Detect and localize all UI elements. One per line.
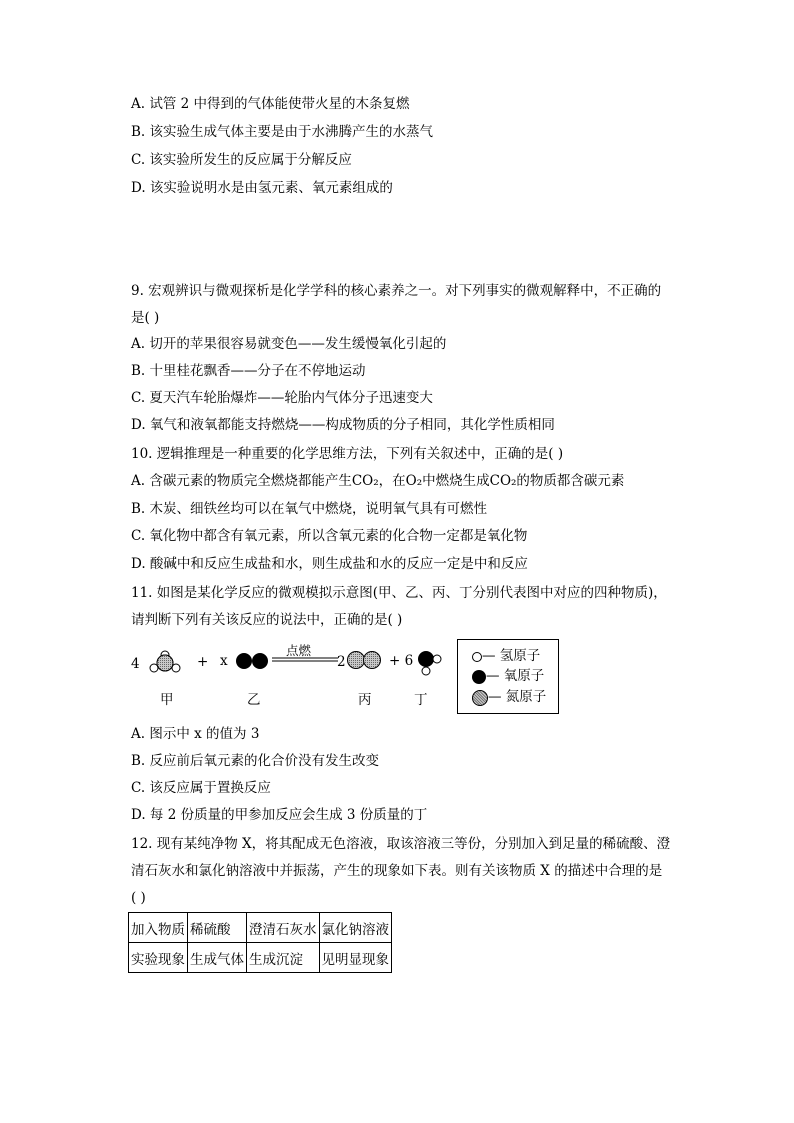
q10-option-b: B. 木炭、细铁丝均可以在氧气中燃烧，说明氧气具有可燃性 <box>131 501 488 517</box>
nitrogen-atom-icon <box>472 690 488 706</box>
table-cell: 氯化钠溶液 <box>319 913 392 943</box>
q8-option-b: B. 该实验生成气体主要是由于水沸腾产生的水蒸气 <box>131 124 434 140</box>
coef-jia: 4 <box>131 656 140 672</box>
label-jia: 甲 <box>160 692 174 708</box>
plus-sign-1: + <box>197 654 209 670</box>
q9-stem-line1: 9. 宏观辨识与微观探析是化学学科的核心素养之一。对下列事实的微观解释中，不正确的 <box>131 283 662 299</box>
q9-option-b: B. 十里桂花飘香——分子在不停地运动 <box>131 363 366 379</box>
q9-option-d: D. 氧气和液氧都能支持燃烧——构成物质的分子相同，其化学性质相同 <box>131 417 555 433</box>
legend-nitrogen: — 氮原子 <box>472 689 546 706</box>
q10-stem: 10. 逻辑推理是一种重要的化学思维方法，下列有关叙述中，正确的是( ) <box>131 446 564 462</box>
table-cell: 实验现象 <box>129 943 188 973</box>
molecule-bing-icon <box>345 650 385 670</box>
table-cell: 加入物质 <box>129 913 188 943</box>
table-cell: 稀硫酸 <box>188 913 247 943</box>
q10-option-d: D. 酸碱中和反应生成盐和水，则生成盐和水的反应一定是中和反应 <box>131 556 528 572</box>
coef-yi: x <box>220 653 228 669</box>
q11-option-c: C. 该反应属于置换反应 <box>131 780 271 796</box>
hydrogen-atom-icon <box>472 652 482 662</box>
atom-legend <box>457 639 559 714</box>
label-bing: 丙 <box>358 692 372 708</box>
label-yi: 乙 <box>247 692 261 708</box>
molecule-ding-icon <box>414 646 444 678</box>
q11-option-d: D. 每 2 份质量的甲参加反应会生成 3 份质量的丁 <box>131 807 428 823</box>
label-ding: 丁 <box>414 692 428 708</box>
q12-stem-line3: ( ) <box>131 890 146 906</box>
table-cell: 见明显现象 <box>319 943 392 973</box>
reaction-condition: 点燃 <box>286 643 312 658</box>
q8-option-a: A. 试管 2 中得到的气体能使带火星的木条复燃 <box>131 96 410 112</box>
q9-option-a: A. 切开的苹果很容易就变色——发生缓慢氧化引起的 <box>131 336 447 352</box>
legend-oxygen: — 氧原子 <box>472 668 544 684</box>
coef-bing: 2 <box>337 654 346 670</box>
molecule-jia-icon <box>146 648 186 676</box>
table-cell: 生成沉淀 <box>247 943 320 973</box>
q12-stem-line2: 清石灰水和氯化钠溶液中并振荡，产生的现象如下表。则有关该物质 X 的描述中合理的是 <box>131 863 663 879</box>
q12-stem-line1: 12. 现有某纯净物 X，将其配成无色溶液，取该溶液三等份，分别加入到足量的稀硫酸、澄 <box>131 836 671 852</box>
q10-option-c: C. 氧化物中都含有氧元素，所以含氧元素的化合物一定都是氧化物 <box>131 528 528 544</box>
table-row <box>129 943 392 973</box>
q11-stem-line2: 请判断下列有关该反应的说法中，正确的是( ) <box>131 612 403 628</box>
table-cell: 澄清石灰水 <box>247 913 320 943</box>
q11-stem-line1: 11. 如图是某化学反应的微观模拟示意图(甲、乙、丙、丁分别代表图中对应的四种物质)， <box>131 585 667 601</box>
q12-table <box>128 912 392 973</box>
q9-option-c: C. 夏天汽车轮胎爆炸——轮胎内气体分子迅速变大 <box>131 390 433 406</box>
oxygen-atom-icon <box>472 670 486 684</box>
q8-option-d: D. 该实验说明水是由氢元素、氧元素组成的 <box>131 180 393 196</box>
q8-option-c: C. 该实验所发生的反应属于分解反应 <box>131 152 352 168</box>
q11-option-b: B. 反应前后氧元素的化合价没有发生改变 <box>131 753 380 769</box>
q11-option-a: A. 图示中 x 的值为 3 <box>131 726 260 742</box>
molecule-yi-icon <box>235 651 271 671</box>
legend-hydrogen: — 氢原子 <box>472 648 540 664</box>
q9-stem-line2: 是( ) <box>131 310 160 326</box>
plus-coef-ding: + 6 <box>389 653 414 669</box>
table-cell: 生成气体 <box>188 943 247 973</box>
reaction-arrow-icon <box>272 657 338 663</box>
q10-option-a: A. 含碳元素的物质完全燃烧都能产生CO₂，在O₂中燃烧生成CO₂的物质都含碳元素 <box>131 473 625 489</box>
table-row <box>129 913 392 943</box>
